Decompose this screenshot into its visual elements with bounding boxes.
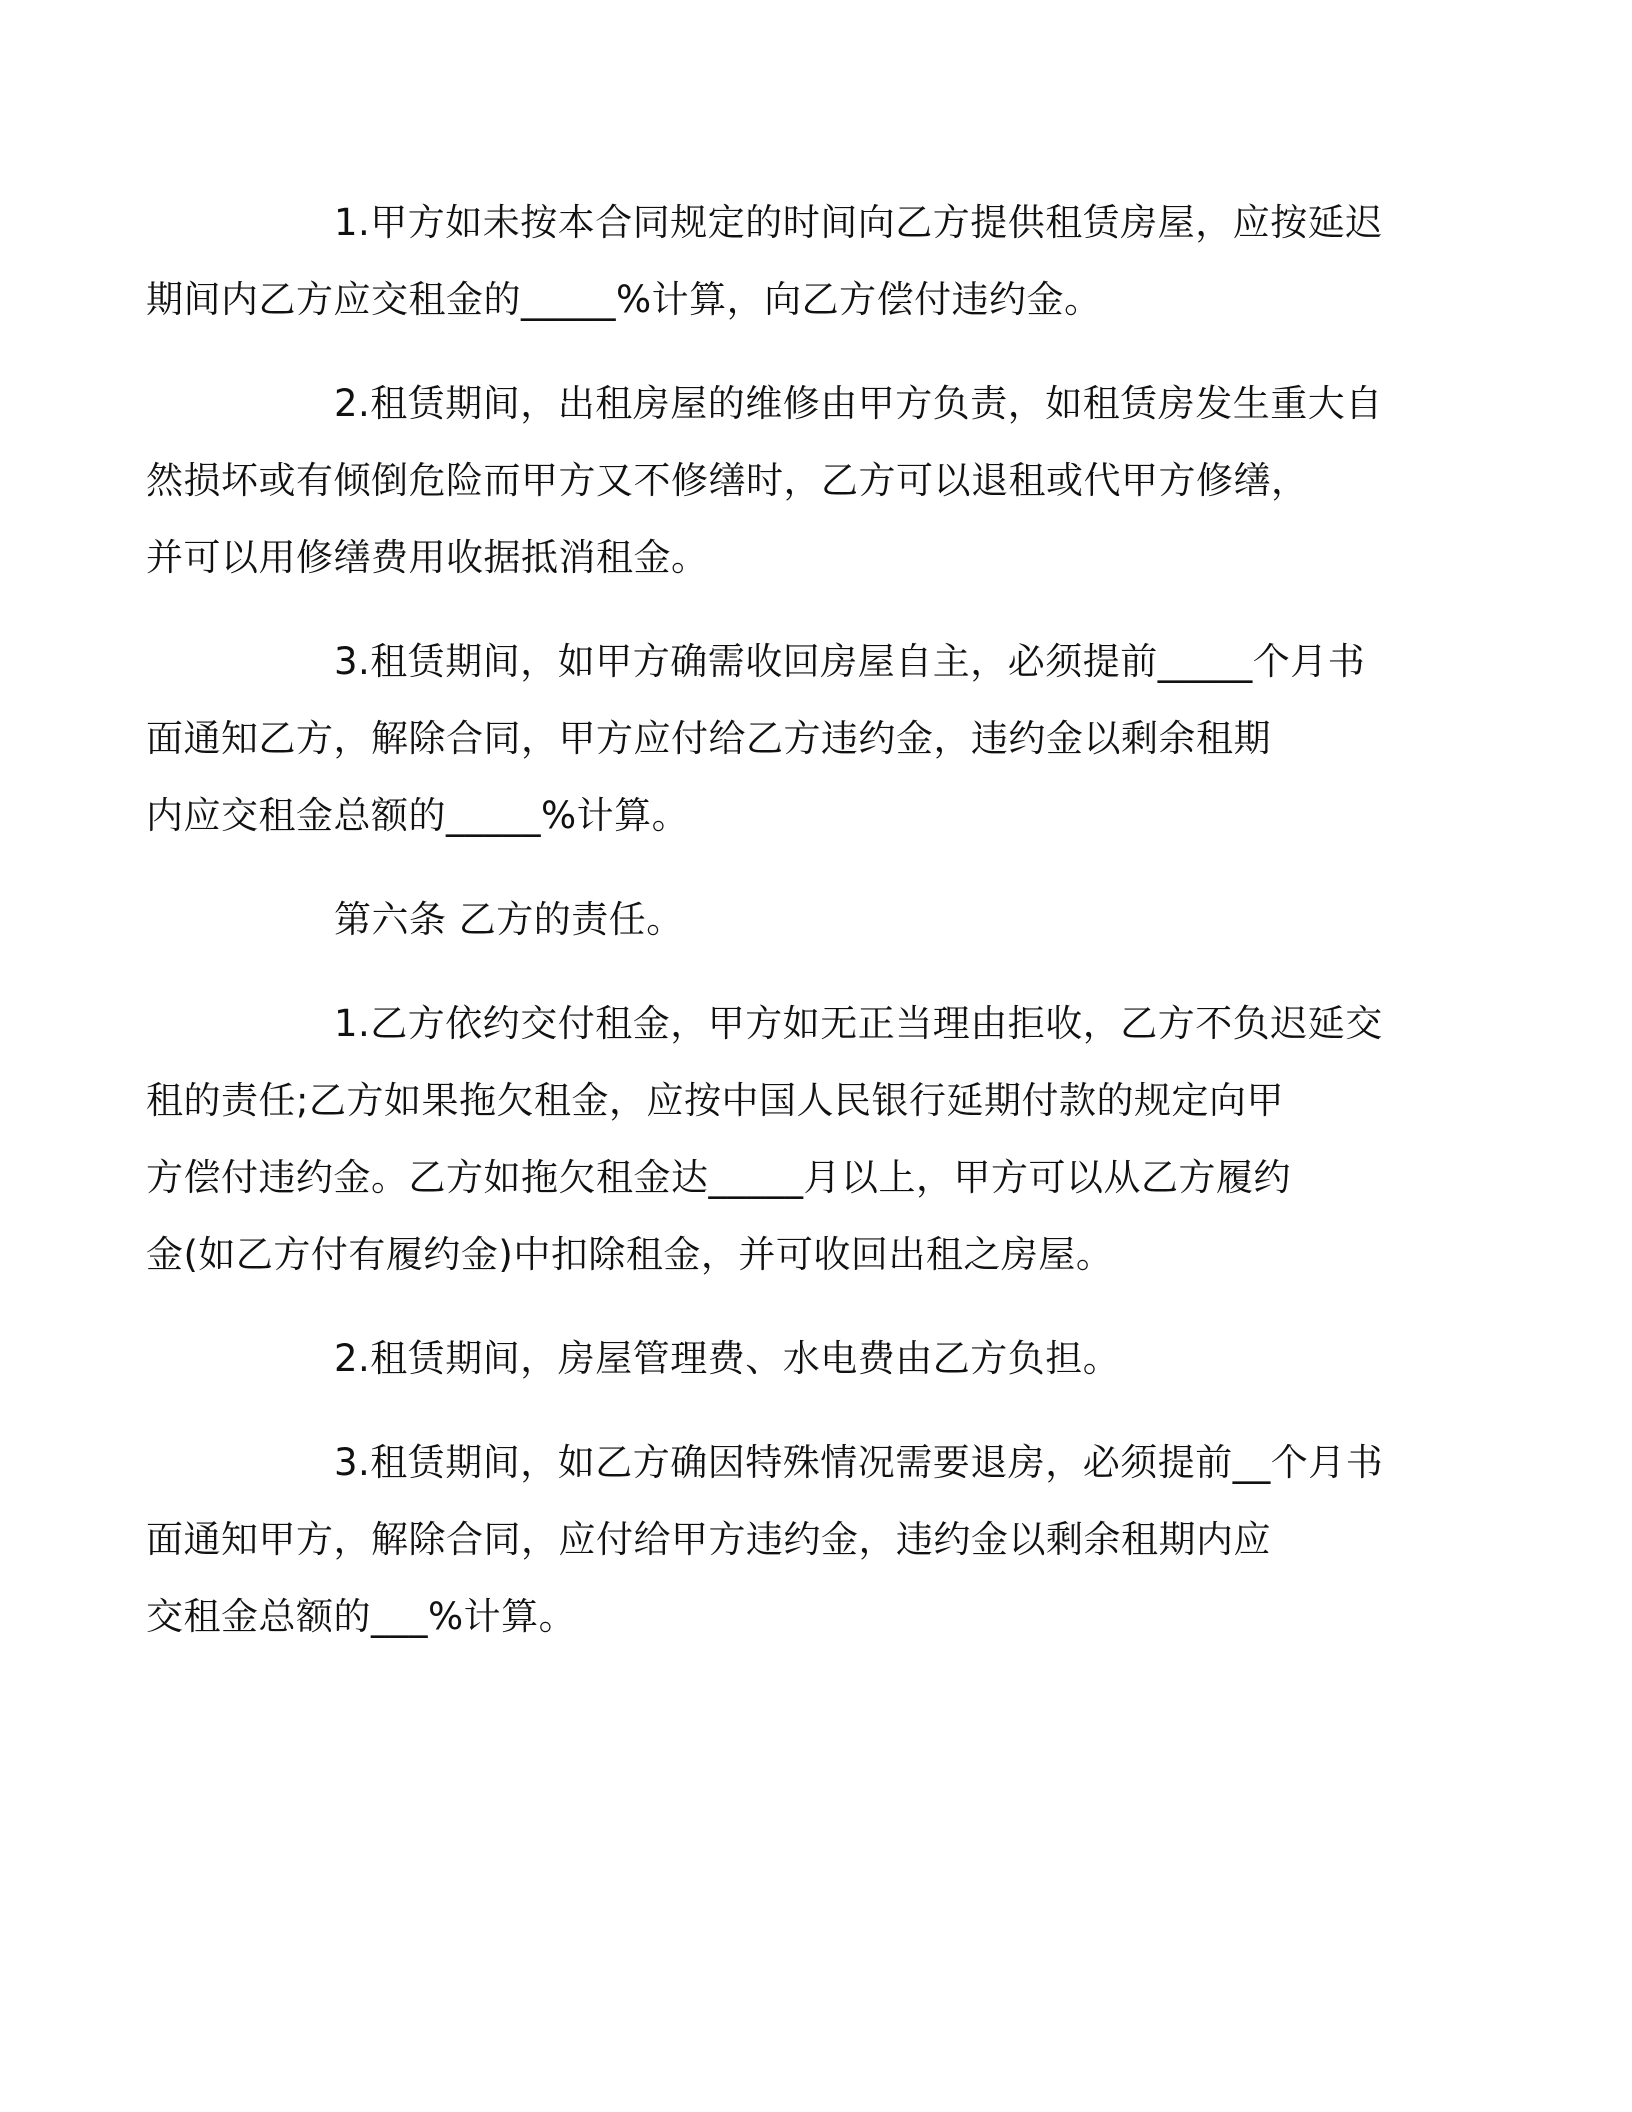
text-line: 1.乙方依约交付租金，甲方如无正当理由拒收，乙方不负迟延交 bbox=[334, 1002, 1383, 1045]
text-line: 金(如乙方付有履约金)中扣除租金，并可收回出租之房屋。 bbox=[146, 1233, 1114, 1276]
text-line: 并可以用修缮费用收据抵消租金。 bbox=[146, 536, 709, 579]
clause-paragraph bbox=[146, 184, 1400, 338]
clause-paragraph bbox=[146, 1424, 1400, 1655]
text-line: 1.甲方如未按本合同规定的时间向乙方提供租赁房屋，应按延迟 bbox=[334, 201, 1383, 244]
text-line: 方偿付违约金。乙方如拖欠租金达_____月以上，甲方可以从乙方履约 bbox=[146, 1156, 1291, 1199]
clause-paragraph bbox=[240, 1320, 1400, 1397]
text-line: 内应交租金总额的_____%计算。 bbox=[146, 794, 690, 837]
text-line: 第六条 乙方的责任。 bbox=[334, 898, 684, 941]
text-line: 交租金总额的___%计算。 bbox=[146, 1595, 577, 1638]
text-line: 然损坏或有倾倒危险而甲方又不修缮时，乙方可以退租或代甲方修缮， bbox=[146, 459, 1309, 502]
text-line: 期间内乙方应交租金的_____%计算，向乙方偿付违约金。 bbox=[146, 278, 1102, 321]
text-line: 租的责任;乙方如果拖欠租金，应按中国人民银行延期付款的规定向甲 bbox=[146, 1079, 1284, 1122]
text-line: 面通知乙方，解除合同，甲方应付给乙方违约金，违约金以剩余租期 bbox=[146, 717, 1271, 760]
clause-paragraph bbox=[146, 985, 1400, 1293]
article-heading bbox=[240, 881, 1400, 958]
text-line: 2.租赁期间，出租房屋的维修由甲方负责，如租赁房发生重大自 bbox=[334, 382, 1383, 425]
text-line: 3.租赁期间，如甲方确需收回房屋自主，必须提前_____个月书 bbox=[334, 640, 1366, 683]
text-line: 3.租赁期间，如乙方确因特殊情况需要退房，必须提前__个月书 bbox=[334, 1441, 1384, 1484]
clause-paragraph bbox=[146, 623, 1400, 854]
document-body bbox=[146, 184, 1400, 1682]
clause-paragraph bbox=[146, 365, 1400, 596]
text-line: 2.租赁期间，房屋管理费、水电费由乙方负担。 bbox=[334, 1337, 1121, 1380]
text-line: 面通知甲方，解除合同，应付给甲方违约金，违约金以剩余租期内应 bbox=[146, 1518, 1271, 1561]
